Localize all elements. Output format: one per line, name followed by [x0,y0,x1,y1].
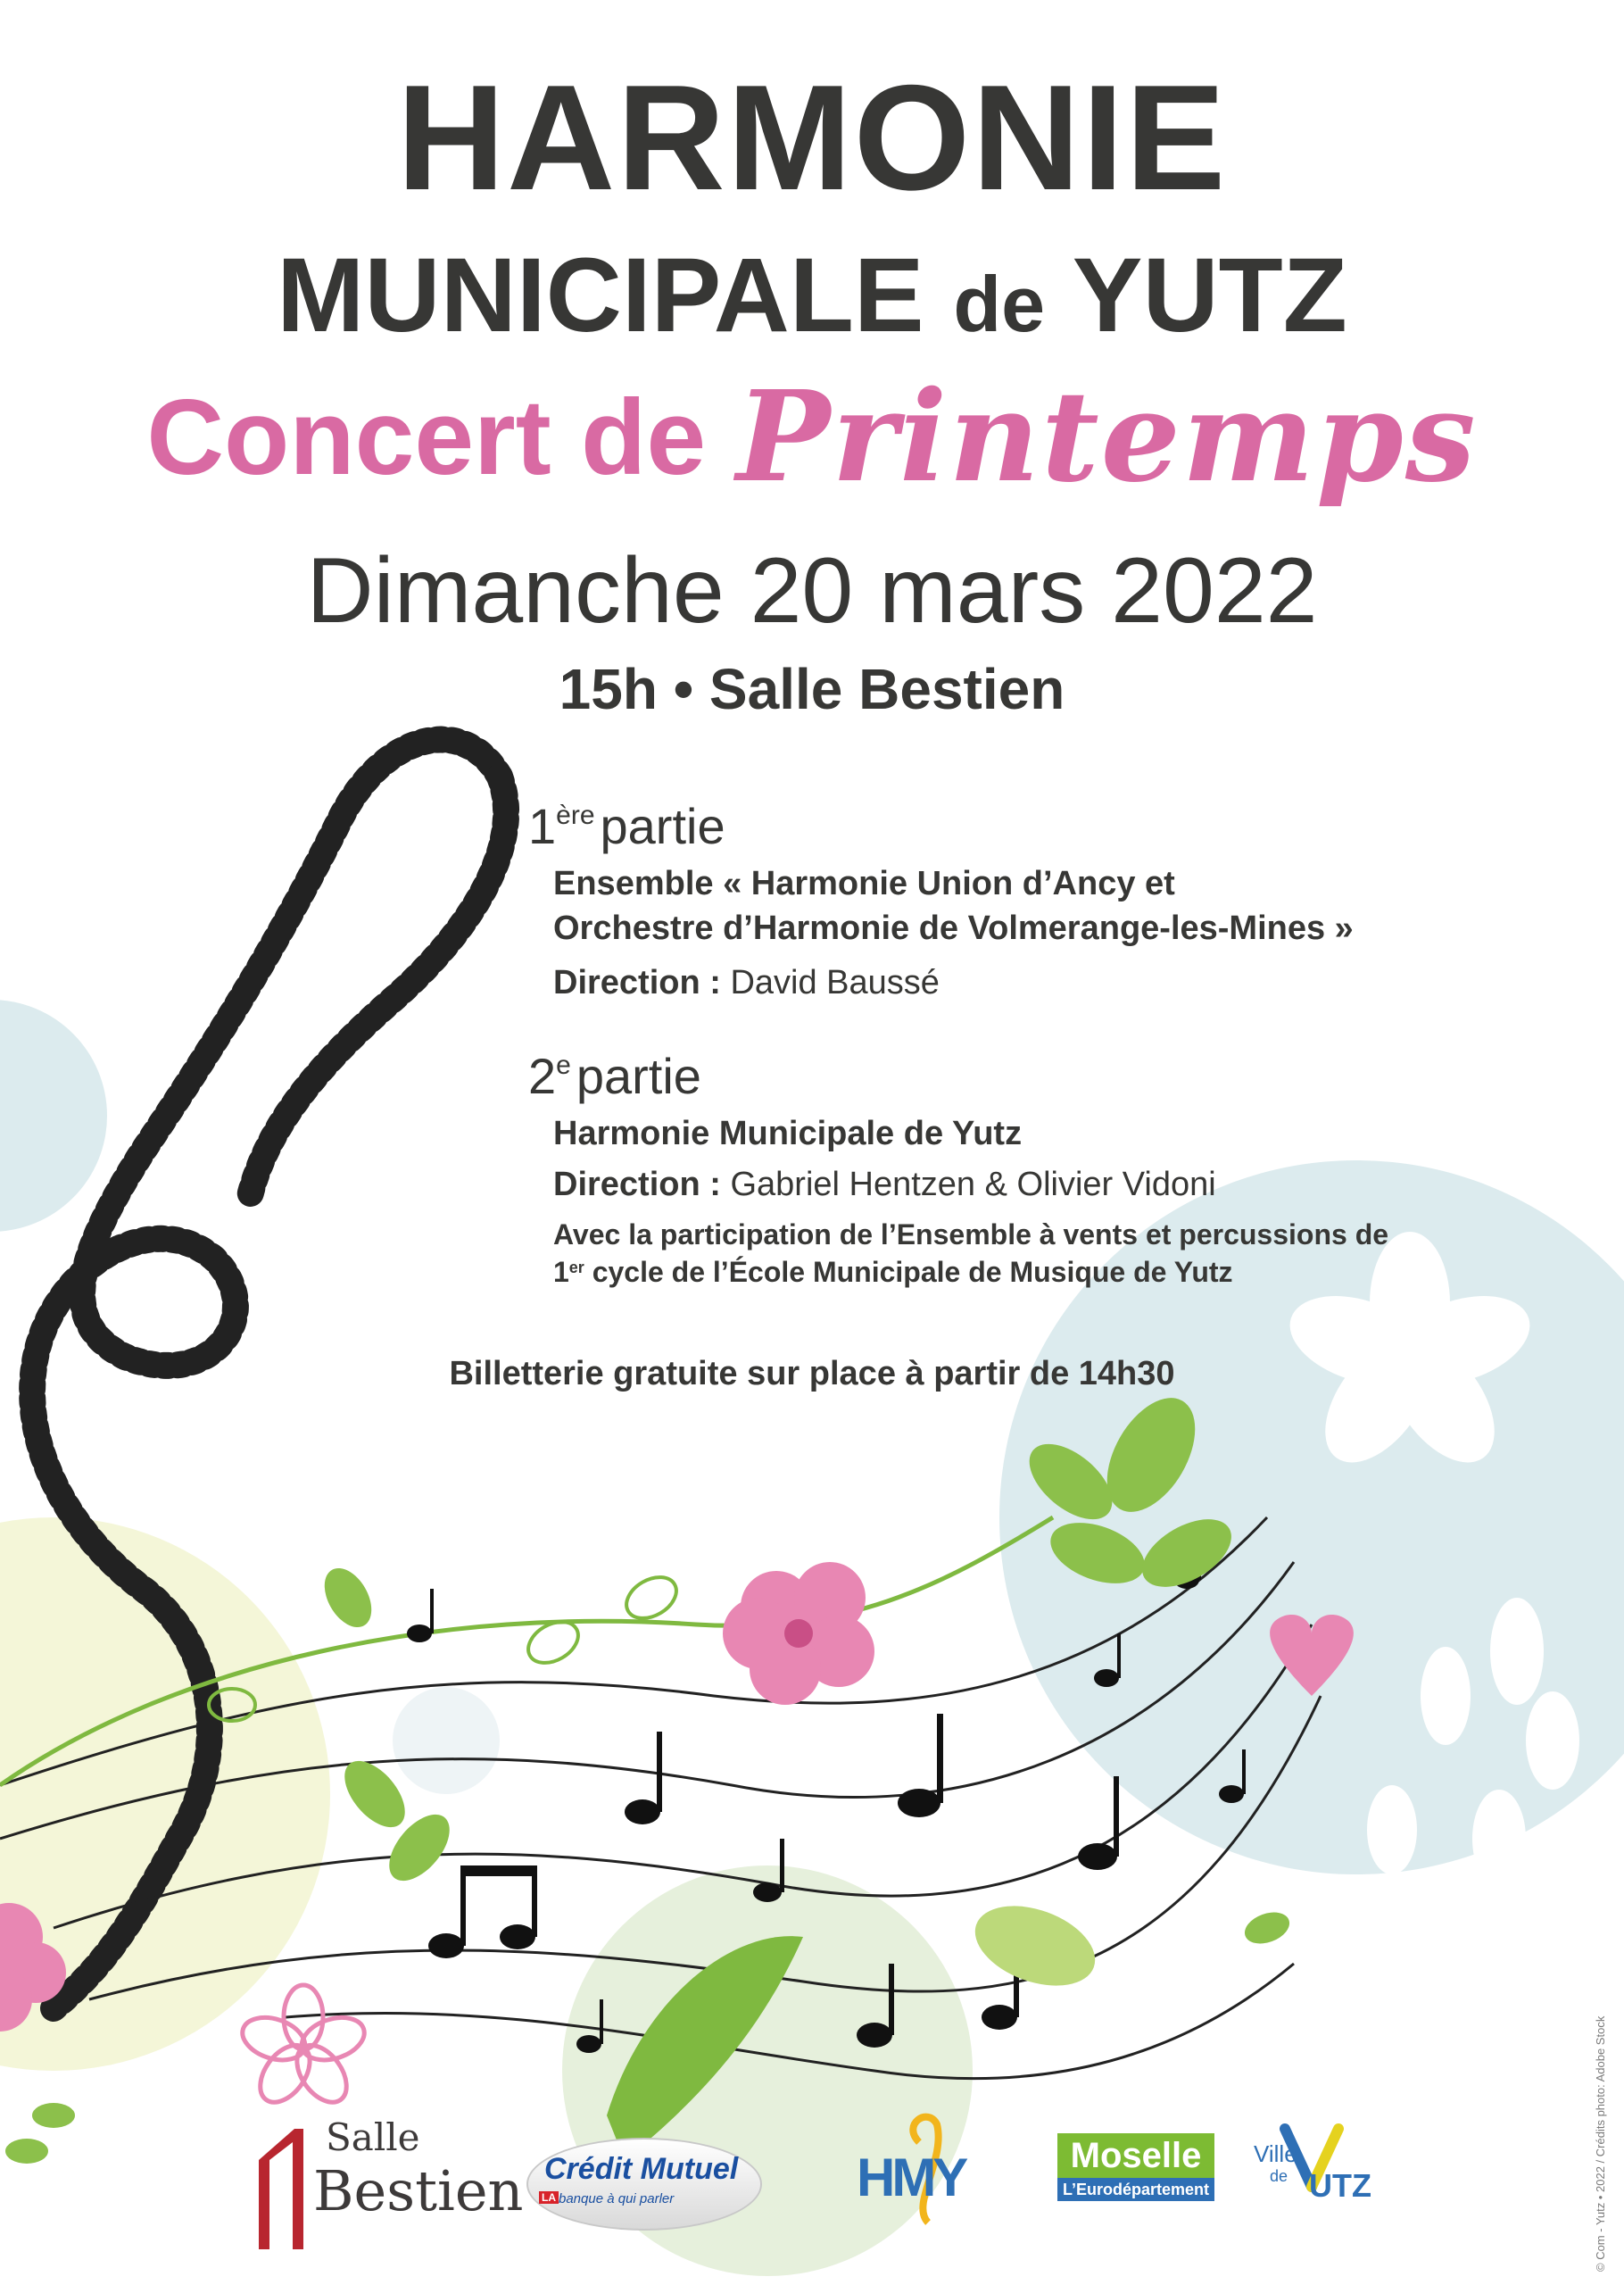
part1-ensemble-line1: Ensemble « Harmonie Union d’Ancy et [553,865,1175,902]
title-municipale-de-yutz [0,237,1624,354]
part1-direction-label: Direction : [553,964,721,1001]
participation-sup: er [568,1259,584,1276]
event-date: Dimanche 20 mars 2022 [306,539,1318,643]
part1-sup: ère [556,801,595,830]
part1-number: 1 [528,798,557,854]
moselle-logo-name: Moselle [1057,2133,1214,2178]
moselle-logo-sub: L’Eurodépartement [1057,2178,1214,2201]
pink-outline-flower-icon [237,1985,370,2111]
concert-printemps: Printemps [736,364,1478,511]
title-harmonie: HARMONIE [396,54,1228,221]
part2-sup: e [556,1051,571,1080]
hmy-logo-text: HMY [857,2148,965,2207]
salle-bestien-logo [254,2115,524,2249]
credit-mutuel-tagline: banque à qui parler [559,2191,675,2206]
salle-logo-word1: Salle [326,2115,420,2159]
part2-direction-label: Direction : [553,1166,721,1203]
part1-direction [553,966,940,1000]
yutz-logo-name: UTZ [1309,2167,1371,2204]
part2-direction [553,1167,1216,1201]
yutz-logo-de: de [1270,2167,1288,2185]
salle-logo-word2: Bestien [313,2158,524,2223]
hmy-logo [857,2111,982,2245]
part1-direction-value: David Baussé [730,964,940,1001]
billetterie-info: Billetterie gratuite sur place à partir de 14h30 [449,1355,1175,1392]
part2-heading [528,1048,701,1104]
white-circle-small [393,1687,500,1794]
credit-mutuel-name: Crédit Mutuel [544,2152,739,2186]
blue-circle-left [0,1000,107,1232]
title-de: de [953,260,1046,348]
part1-ensemble-line2: Orchestre d’Harmonie de Volmerange-les-Mines » [553,910,1354,947]
event-time-place: 15h • Salle Bestien [559,657,1065,721]
participation-number: 1 [553,1256,569,1288]
credit-mutuel-la: LA [539,2191,559,2204]
pink-flower-icon [723,1562,874,1705]
part2-direction-value: Gabriel Hentzen & Olivier Vidoni [730,1166,1216,1203]
credit-mutuel-logo [526,2138,758,2227]
title-municipale: MUNICIPALE [277,237,924,354]
ville-de-yutz-logo [1254,2115,1396,2223]
part1-heading [528,798,725,854]
photo-credit: © Com - Yutz • 2022 / Crédits photo: Adobe Stock [1594,2015,1607,2272]
part1-label: partie [600,798,725,854]
part2-label: partie [576,1048,701,1104]
moselle-logo [1057,2133,1218,2205]
concert-de: Concert de [146,378,707,497]
title-yutz: YUTZ [1072,237,1347,354]
part2-number: 2 [528,1048,557,1104]
part2-participation-line2 [553,1253,1233,1292]
part2-ensemble: Harmonie Municipale de Yutz [553,1115,1023,1152]
concert-title [0,364,1624,511]
participation-text: cycle de l’École Municipale de Musique de Yutz [592,1256,1233,1288]
part2-participation-line1: Avec la participation de l’Ensemble à vents et percussions de [553,1218,1389,1251]
yutz-logo-ville: Ville [1254,2140,1297,2167]
